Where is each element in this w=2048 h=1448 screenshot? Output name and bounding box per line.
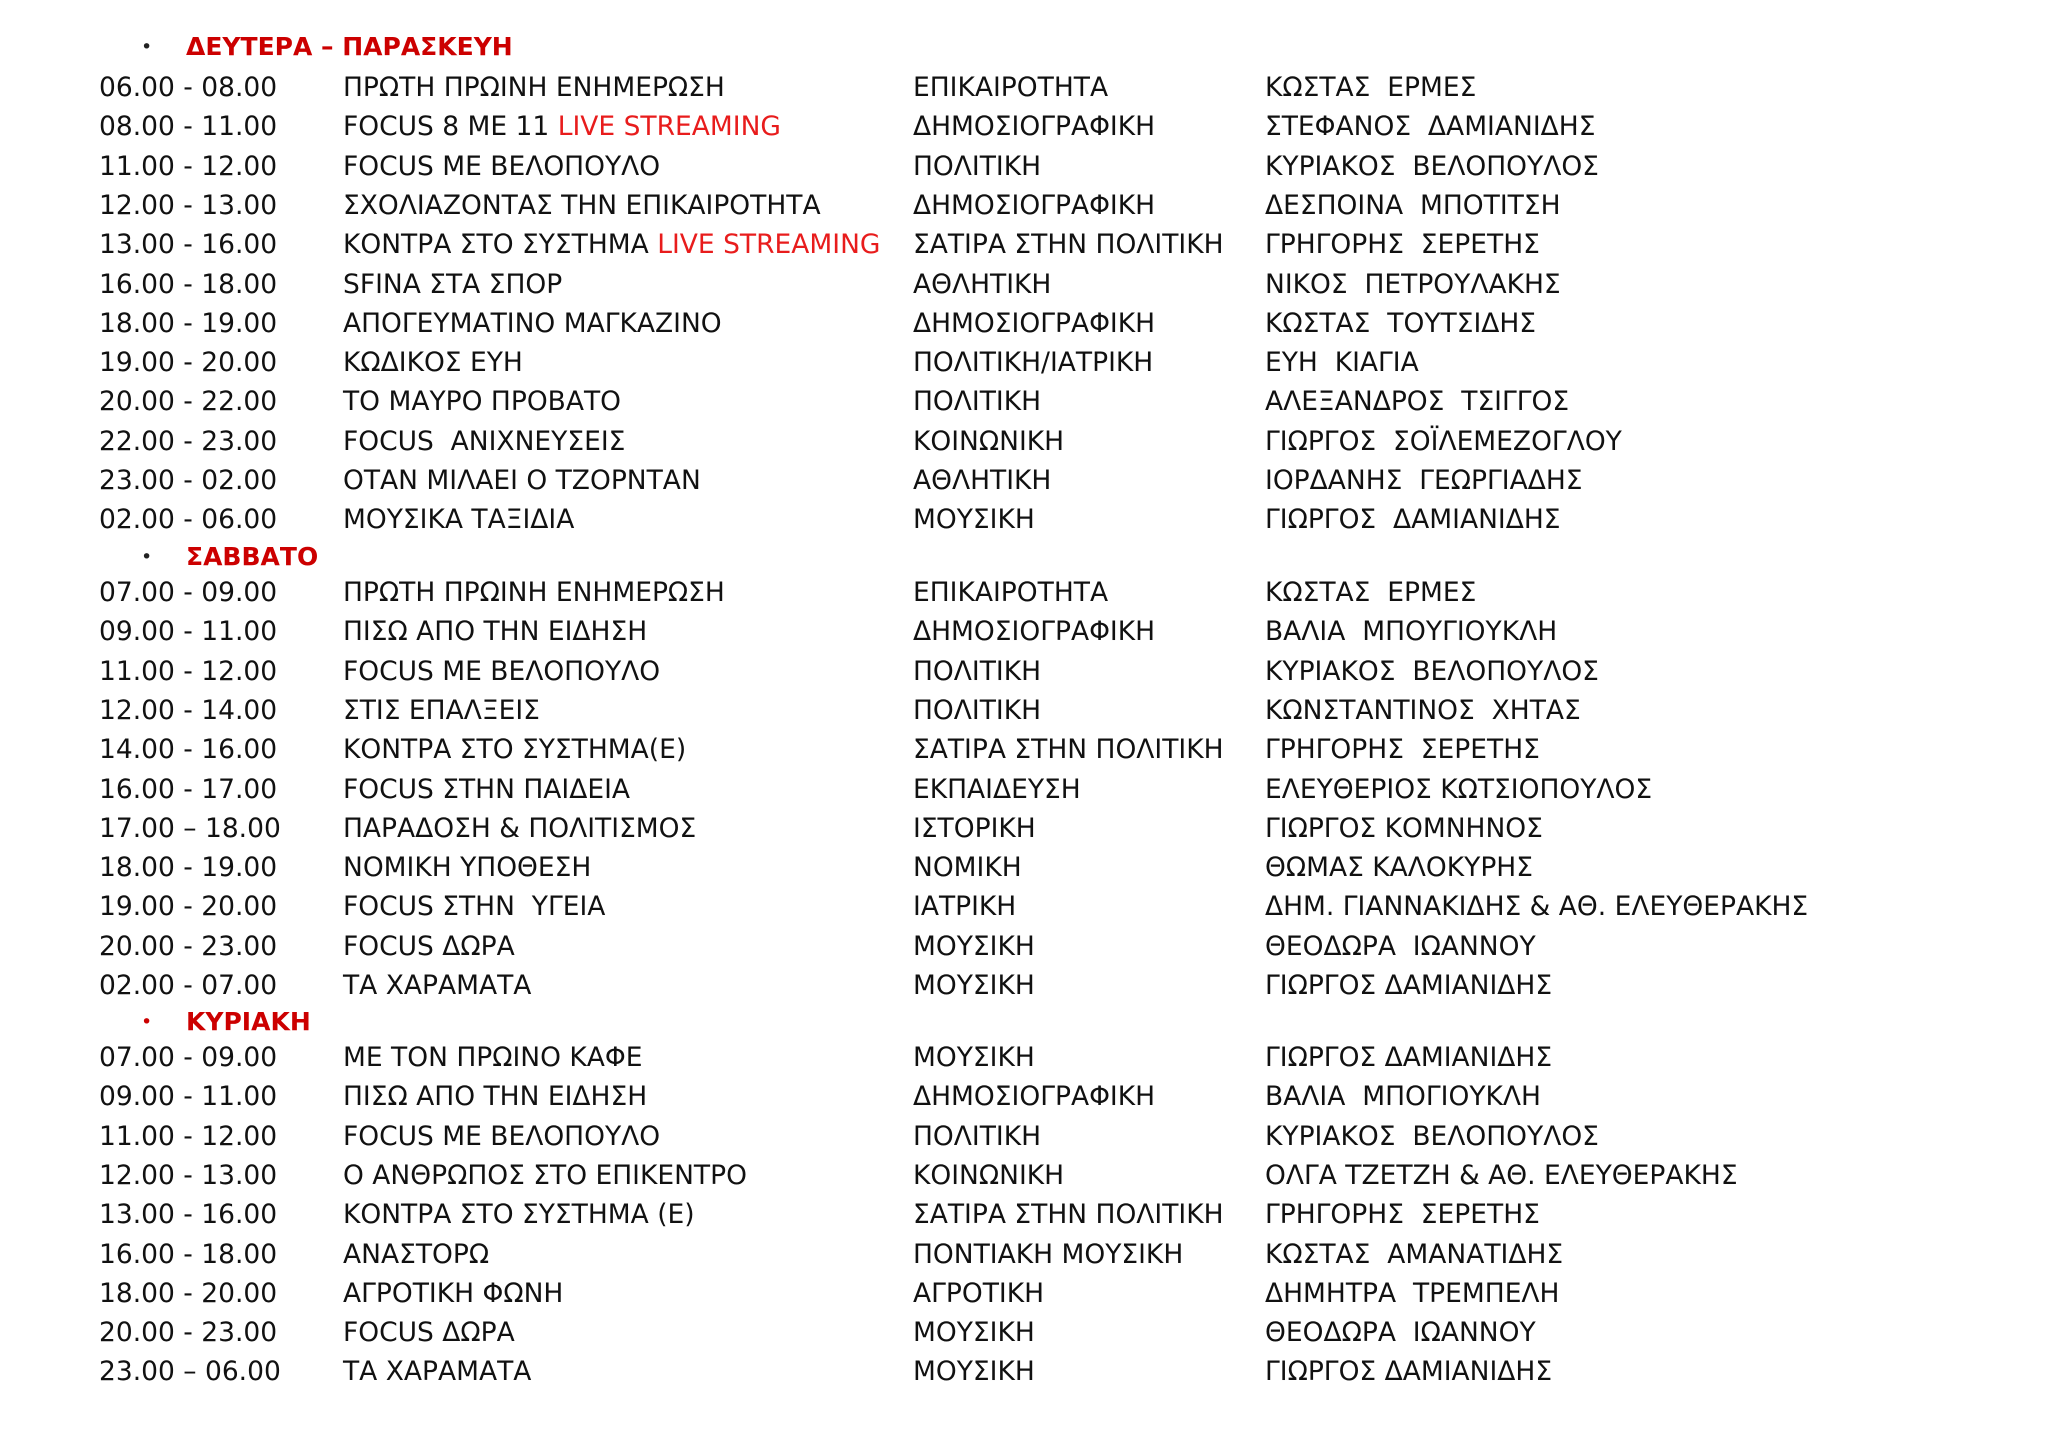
time-slot: 17.00 – 18.00	[99, 812, 281, 844]
time-slot: 14.00 - 16.00	[99, 734, 278, 766]
show-cell	[343, 382, 621, 421]
show-cell	[343, 1156, 747, 1195]
genre: ΚΟΙΝΩΝΙΚΗ	[913, 425, 1065, 457]
show-name: ΤΑ ΧΑΡΑΜΑΤΑ	[343, 970, 532, 1001]
genre: ΔΗΜΟΣΙΟΓΡΑΦΙΚΗ	[913, 616, 1156, 648]
show-cell	[343, 809, 696, 848]
host-name: ΚΥΡΙΑΚΟΣ ΒΕΛΟΠΟΥΛΟΣ	[1265, 1120, 1599, 1152]
genre: ΠΟΛΙΤΙΚΗ	[913, 150, 1042, 182]
genre: ΣΑΤΙΡΑ ΣΤΗΝ ΠΟΛΙΤΙΚΗ	[913, 734, 1224, 766]
show-cell	[343, 461, 701, 500]
show-name: FOCUS ΑΝΙΧΝΕΥΣΕΙΣ	[343, 425, 626, 457]
schedule-row	[0, 461, 2048, 500]
schedule-row	[0, 612, 2048, 651]
show-cell	[343, 612, 647, 651]
live-streaming-label: LIVE STREAMING	[657, 229, 881, 261]
schedule-row	[0, 1077, 2048, 1116]
host-name: ΕΛΕΥΘΕΡΙΟΣ ΚΩΤΣΙΟΠΟΥΛΟΣ	[1265, 773, 1653, 805]
host-name: ΔΕΣΠΟΙΝΑ ΜΠΟΤΙΤΣΗ	[1265, 189, 1561, 221]
time-slot: 16.00 - 18.00	[99, 268, 278, 300]
show-cell	[343, 225, 880, 264]
genre: ΕΠΙΚΑΙΡΟΤΗΤΑ	[913, 72, 1109, 103]
time-slot: 23.00 – 06.00	[99, 1356, 281, 1388]
show-name: ΚΟΝΤΡΑ ΣΤΟ ΣΥΣΤΗΜΑ (Ε)	[343, 1199, 695, 1231]
genre: ΔΗΜΟΣΙΟΓΡΑΦΙΚΗ	[913, 189, 1156, 221]
show-name: ΚΟΝΤΡΑ ΣΤΟ ΣΥΣΤΗΜΑ(Ε)	[343, 734, 687, 766]
time-slot: 02.00 - 07.00	[99, 970, 278, 1001]
show-name: ΑΝΑΣΤΟΡΩ	[343, 1238, 490, 1270]
time-slot: 23.00 - 02.00	[99, 465, 278, 496]
show-cell	[343, 500, 574, 539]
time-slot: 20.00 - 22.00	[99, 386, 278, 418]
host-name: ΝΙΚΟΣ ΠΕΤΡΟΥΛΑΚΗΣ	[1265, 268, 1561, 300]
host-name: ΓΙΩΡΓΟΣ ΣΟΪΛΕΜΕΖΟΓΛΟΥ	[1265, 425, 1622, 457]
time-slot: 11.00 - 12.00	[99, 150, 278, 182]
schedule-row	[0, 691, 2048, 730]
show-cell	[343, 1352, 531, 1391]
genre: ΑΓΡΟΤΙΚΗ	[913, 1277, 1045, 1309]
show-name: ΣΧΟΛΙΑΖΟΝΤΑΣ ΤΗΝ ΕΠΙΚΑΙΡΟΤΗΤΑ	[343, 189, 821, 221]
show-name: ΠΡΩΤΗ ΠΡΩΙΝΗ ΕΝΗΜΕΡΩΣΗ	[343, 72, 725, 103]
host-name: ΓΙΩΡΓΟΣ ΚΟΜΝΗΝΟΣ	[1265, 812, 1543, 844]
schedule-row	[0, 343, 2048, 382]
schedule-row	[0, 1274, 2048, 1313]
schedule-row	[0, 809, 2048, 848]
time-slot: 18.00 - 20.00	[99, 1277, 278, 1309]
show-name: ΤΟ ΜΑΥΡΟ ΠΡΟΒΑΤΟ	[343, 386, 622, 418]
show-cell	[343, 1117, 660, 1156]
schedule-row	[0, 573, 2048, 612]
genre: ΣΑΤΙΡΑ ΣΤΗΝ ΠΟΛΙΤΙΚΗ	[913, 1199, 1224, 1231]
host-name: ΚΩΣΤΑΣ ΕΡΜΕΣ	[1265, 72, 1477, 103]
show-cell	[343, 265, 562, 304]
schedule-row	[0, 68, 2048, 107]
genre: ΙΑΤΡΙΚΗ	[913, 891, 1017, 923]
show-cell	[343, 966, 531, 1005]
schedule-row	[0, 304, 2048, 343]
show-name: SFINA ΣΤΑ ΣΠΟΡ	[343, 268, 563, 300]
show-cell	[343, 68, 725, 107]
show-name: ΚΟΝΤΡΑ ΣΤΟ ΣΥΣΤΗΜΑ	[343, 229, 649, 261]
show-cell	[343, 573, 725, 612]
schedule-row	[0, 225, 2048, 264]
host-name: ΓΡΗΓΟΡΗΣ ΣΕΡΕΤΗΣ	[1265, 734, 1540, 766]
bullet-icon: •	[141, 36, 153, 58]
host-name: ΚΩΝΣΤΑΝΤΙΝΟΣ ΧΗΤΑΣ	[1265, 694, 1581, 726]
show-name: FOCUS ΣΤΗΝ ΥΓΕΙΑ	[343, 891, 606, 923]
time-slot: 02.00 - 06.00	[99, 504, 278, 536]
section-title: ΚΥΡΙΑΚΗ	[186, 1007, 311, 1036]
show-cell	[343, 1274, 563, 1313]
genre: ΙΣΤΟΡΙΚΗ	[913, 812, 1036, 844]
host-name: ΚΩΣΤΑΣ ΤΟΥΤΣΙΔΗΣ	[1265, 307, 1537, 339]
schedule-row	[0, 927, 2048, 966]
host-name: ΓΡΗΓΟΡΗΣ ΣΕΡΕΤΗΣ	[1265, 1199, 1540, 1231]
schedule-row	[0, 1195, 2048, 1234]
genre: ΠΟΛΙΤΙΚΗ	[913, 1120, 1042, 1152]
host-name: ΔΗΜΗΤΡΑ ΤΡΕΜΠΕΛΗ	[1265, 1277, 1560, 1309]
time-slot: 11.00 - 12.00	[99, 655, 278, 687]
time-slot: 09.00 - 11.00	[99, 616, 278, 648]
show-cell	[343, 304, 722, 343]
schedule-row	[0, 147, 2048, 186]
host-name: ΒΑΛΙΑ ΜΠΟΥΓΙΟΥΚΛΗ	[1265, 616, 1558, 648]
show-cell	[343, 1235, 489, 1274]
section-header	[0, 540, 2048, 574]
host-name: ΣΤΕΦΑΝΟΣ ΔΑΜΙΑΝΙΔΗΣ	[1265, 111, 1596, 143]
genre: ΠΟΛΙΤΙΚΗ	[913, 694, 1042, 726]
section-title: ΣΑΒΒΑΤΟ	[186, 542, 319, 571]
host-name: ΘΕΟΔΩΡΑ ΙΩΑΝΝΟΥ	[1265, 1317, 1536, 1349]
show-cell	[343, 770, 630, 809]
time-slot: 18.00 - 19.00	[99, 307, 278, 339]
show-cell	[343, 887, 605, 926]
genre: ΑΘΛΗΤΙΚΗ	[913, 268, 1052, 300]
schedule-row	[0, 382, 2048, 421]
host-name: ΓΙΩΡΓΟΣ ΔΑΜΙΑΝΙΔΗΣ	[1265, 970, 1553, 1001]
schedule-row	[0, 1038, 2048, 1077]
time-slot: 13.00 - 16.00	[99, 229, 278, 261]
time-slot: 20.00 - 23.00	[99, 930, 278, 962]
show-name: FOCUS ΜΕ ΒΕΛΟΠΟΥΛΟ	[343, 150, 661, 182]
genre: ΣΑΤΙΡΑ ΣΤΗΝ ΠΟΛΙΤΙΚΗ	[913, 229, 1224, 261]
schedule-row	[0, 422, 2048, 461]
show-name: FOCUS ΔΩΡΑ	[343, 1317, 515, 1349]
genre: ΑΘΛΗΤΙΚΗ	[913, 465, 1052, 496]
show-name: Ο ΑΝΘΡΩΠΟΣ ΣΤΟ ΕΠΙΚΕΝΤΡΟ	[343, 1159, 747, 1191]
genre: ΝΟΜΙΚΗ	[913, 852, 1022, 884]
host-name: ΒΑΛΙΑ ΜΠΟΓΙΟΥΚΛΗ	[1265, 1081, 1541, 1113]
genre: ΠΟΛΙΤΙΚΗ	[913, 655, 1042, 687]
time-slot: 20.00 - 23.00	[99, 1317, 278, 1349]
show-name: FOCUS ΣΤΗΝ ΠΑΙΔΕΙΑ	[343, 773, 631, 805]
schedule-row	[0, 770, 2048, 809]
schedule-row	[0, 887, 2048, 926]
schedule-row	[0, 107, 2048, 146]
host-name: ΑΛΕΞΑΝΔΡΟΣ ΤΣΙΓΓΟΣ	[1265, 386, 1570, 418]
host-name: ΔΗΜ. ΓΙΑΝΝΑΚΙΔΗΣ & ΑΘ. ΕΛΕΥΘΕΡΑΚΗΣ	[1265, 891, 1809, 923]
genre: ΠΟΝΤΙΑΚΗ ΜΟΥΣΙΚΗ	[913, 1238, 1184, 1270]
show-cell	[343, 1313, 515, 1352]
host-name: ΚΥΡΙΑΚΟΣ ΒΕΛΟΠΟΥΛΟΣ	[1265, 150, 1599, 182]
host-name: ΘΕΟΔΩΡΑ ΙΩΑΝΝΟΥ	[1265, 930, 1536, 962]
show-cell	[343, 848, 591, 887]
show-name: FOCUS ΜΕ ΒΕΛΟΠΟΥΛΟ	[343, 655, 661, 687]
host-name: ΓΡΗΓΟΡΗΣ ΣΕΡΕΤΗΣ	[1265, 229, 1540, 261]
schedule-row	[0, 1117, 2048, 1156]
time-slot: 19.00 - 20.00	[99, 347, 278, 379]
time-slot: 19.00 - 20.00	[99, 891, 278, 923]
show-cell	[343, 691, 540, 730]
show-cell	[343, 186, 821, 225]
time-slot: 07.00 - 09.00	[99, 1042, 278, 1073]
schedule-row	[0, 1235, 2048, 1274]
host-name: ΟΛΓΑ ΤΖΕΤΖΗ & ΑΘ. ΕΛΕΥΘΕΡΑΚΗΣ	[1265, 1159, 1738, 1191]
host-name: ΚΥΡΙΑΚΟΣ ΒΕΛΟΠΟΥΛΟΣ	[1265, 655, 1599, 687]
genre: ΠΟΛΙΤΙΚΗ	[913, 386, 1042, 418]
show-name: ΠΙΣΩ ΑΠΟ ΤΗΝ ΕΙΔΗΣΗ	[343, 616, 648, 648]
section-header	[0, 1005, 2048, 1039]
show-cell	[343, 730, 686, 769]
genre: ΔΗΜΟΣΙΟΓΡΑΦΙΚΗ	[913, 307, 1156, 339]
bullet-icon: •	[141, 1011, 153, 1033]
show-cell	[343, 343, 523, 382]
host-name: ΓΙΩΡΓΟΣ ΔΑΜΙΑΝΙΔΗΣ	[1265, 1356, 1553, 1388]
host-name: ΙΟΡΔΑΝΗΣ ΓΕΩΡΓΙΑΔΗΣ	[1265, 465, 1583, 496]
show-cell	[343, 1195, 695, 1234]
show-name: FOCUS ΔΩΡΑ	[343, 930, 515, 962]
show-name: FOCUS ΜΕ ΒΕΛΟΠΟΥΛΟ	[343, 1120, 661, 1152]
time-slot: 12.00 - 13.00	[99, 1159, 278, 1191]
time-slot: 16.00 - 17.00	[99, 773, 278, 805]
show-name: ΚΩΔΙΚΟΣ ΕΥΗ	[343, 347, 523, 379]
time-slot: 16.00 - 18.00	[99, 1238, 278, 1270]
time-slot: 07.00 - 09.00	[99, 577, 278, 608]
genre: ΕΚΠΑΙΔΕΥΣΗ	[913, 773, 1081, 805]
genre: ΕΠΙΚΑΙΡΟΤΗΤΑ	[913, 577, 1109, 608]
show-name: FOCUS 8 ΜΕ 11	[343, 111, 550, 143]
genre: ΜΟΥΣΙΚΗ	[913, 504, 1035, 536]
show-name: ΤΑ ΧΑΡΑΜΑΤΑ	[343, 1356, 532, 1388]
schedule-row	[0, 1352, 2048, 1391]
show-name: ΑΓΡΟΤΙΚΗ ΦΩΝΗ	[343, 1277, 564, 1309]
show-name: ΠΡΩΤΗ ΠΡΩΙΝΗ ΕΝΗΜΕΡΩΣΗ	[343, 577, 725, 608]
host-name: ΘΩΜΑΣ ΚΑΛΟΚΥΡΗΣ	[1265, 852, 1533, 884]
host-name: ΓΙΩΡΓΟΣ ΔΑΜΙΑΝΙΔΗΣ	[1265, 504, 1561, 536]
genre: ΜΟΥΣΙΚΗ	[913, 1042, 1035, 1073]
time-slot: 13.00 - 16.00	[99, 1199, 278, 1231]
schedule-row	[0, 652, 2048, 691]
show-name: ΠΑΡΑΔΟΣΗ & ΠΟΛΙΤΙΣΜΟΣ	[343, 812, 697, 844]
live-streaming-label: LIVE STREAMING	[557, 111, 781, 143]
time-slot: 22.00 - 23.00	[99, 425, 278, 457]
show-cell	[343, 422, 625, 461]
show-name: ΟΤΑΝ ΜΙΛΑΕΙ Ο ΤΖΟΡΝΤΑΝ	[343, 465, 701, 496]
host-name: ΚΩΣΤΑΣ ΑΜΑΝΑΤΙΔΗΣ	[1265, 1238, 1564, 1270]
schedule-row	[0, 265, 2048, 304]
genre: ΚΟΙΝΩΝΙΚΗ	[913, 1159, 1065, 1191]
show-name: ΑΠΟΓΕΥΜΑΤΙΝΟ ΜΑΓΚΑΖΙΝΟ	[343, 307, 722, 339]
bullet-icon: •	[141, 546, 153, 568]
schedule-row	[0, 186, 2048, 225]
show-cell	[343, 927, 515, 966]
time-slot: 06.00 - 08.00	[99, 72, 278, 103]
time-slot: 08.00 - 11.00	[99, 111, 278, 143]
time-slot: 09.00 - 11.00	[99, 1081, 278, 1113]
show-cell	[343, 1077, 647, 1116]
genre: ΜΟΥΣΙΚΗ	[913, 1317, 1035, 1349]
host-name: ΓΙΩΡΓΟΣ ΔΑΜΙΑΝΙΔΗΣ	[1265, 1042, 1553, 1073]
schedule-row	[0, 1313, 2048, 1352]
show-cell	[343, 1038, 643, 1077]
show-name: ΝΟΜΙΚΗ ΥΠΟΘΕΣΗ	[343, 852, 592, 884]
host-name: ΚΩΣΤΑΣ ΕΡΜΕΣ	[1265, 577, 1477, 608]
show-cell	[343, 652, 660, 691]
schedule-row	[0, 730, 2048, 769]
show-cell	[343, 107, 781, 146]
time-slot: 12.00 - 14.00	[99, 694, 278, 726]
schedule-row	[0, 848, 2048, 887]
schedule-row	[0, 500, 2048, 539]
section-title: ΔΕΥΤΕΡΑ – ΠΑΡΑΣΚΕΥΗ	[186, 32, 513, 61]
time-slot: 18.00 - 19.00	[99, 852, 278, 884]
host-name: ΕΥΗ ΚΙΑΓΙΑ	[1265, 347, 1419, 379]
genre: ΠΟΛΙΤΙΚΗ/ΙΑΤΡΙΚΗ	[913, 347, 1154, 379]
schedule-row	[0, 1156, 2048, 1195]
show-name: ΜΕ ΤΟΝ ΠΡΩΙΝΟ ΚΑΦΕ	[343, 1042, 643, 1073]
time-slot: 11.00 - 12.00	[99, 1120, 278, 1152]
genre: ΔΗΜΟΣΙΟΓΡΑΦΙΚΗ	[913, 1081, 1156, 1113]
show-name: ΜΟΥΣΙΚΑ ΤΑΞΙΔΙΑ	[343, 504, 575, 536]
genre: ΜΟΥΣΙΚΗ	[913, 1356, 1035, 1388]
section-header	[0, 30, 2048, 64]
show-cell	[343, 147, 660, 186]
schedule-row	[0, 966, 2048, 1005]
show-name: ΠΙΣΩ ΑΠΟ ΤΗΝ ΕΙΔΗΣΗ	[343, 1081, 648, 1113]
genre: ΜΟΥΣΙΚΗ	[913, 970, 1035, 1001]
genre: ΔΗΜΟΣΙΟΓΡΑΦΙΚΗ	[913, 111, 1156, 143]
genre: ΜΟΥΣΙΚΗ	[913, 930, 1035, 962]
show-name: ΣΤΙΣ ΕΠΑΛΞΕΙΣ	[343, 694, 540, 726]
time-slot: 12.00 - 13.00	[99, 189, 278, 221]
